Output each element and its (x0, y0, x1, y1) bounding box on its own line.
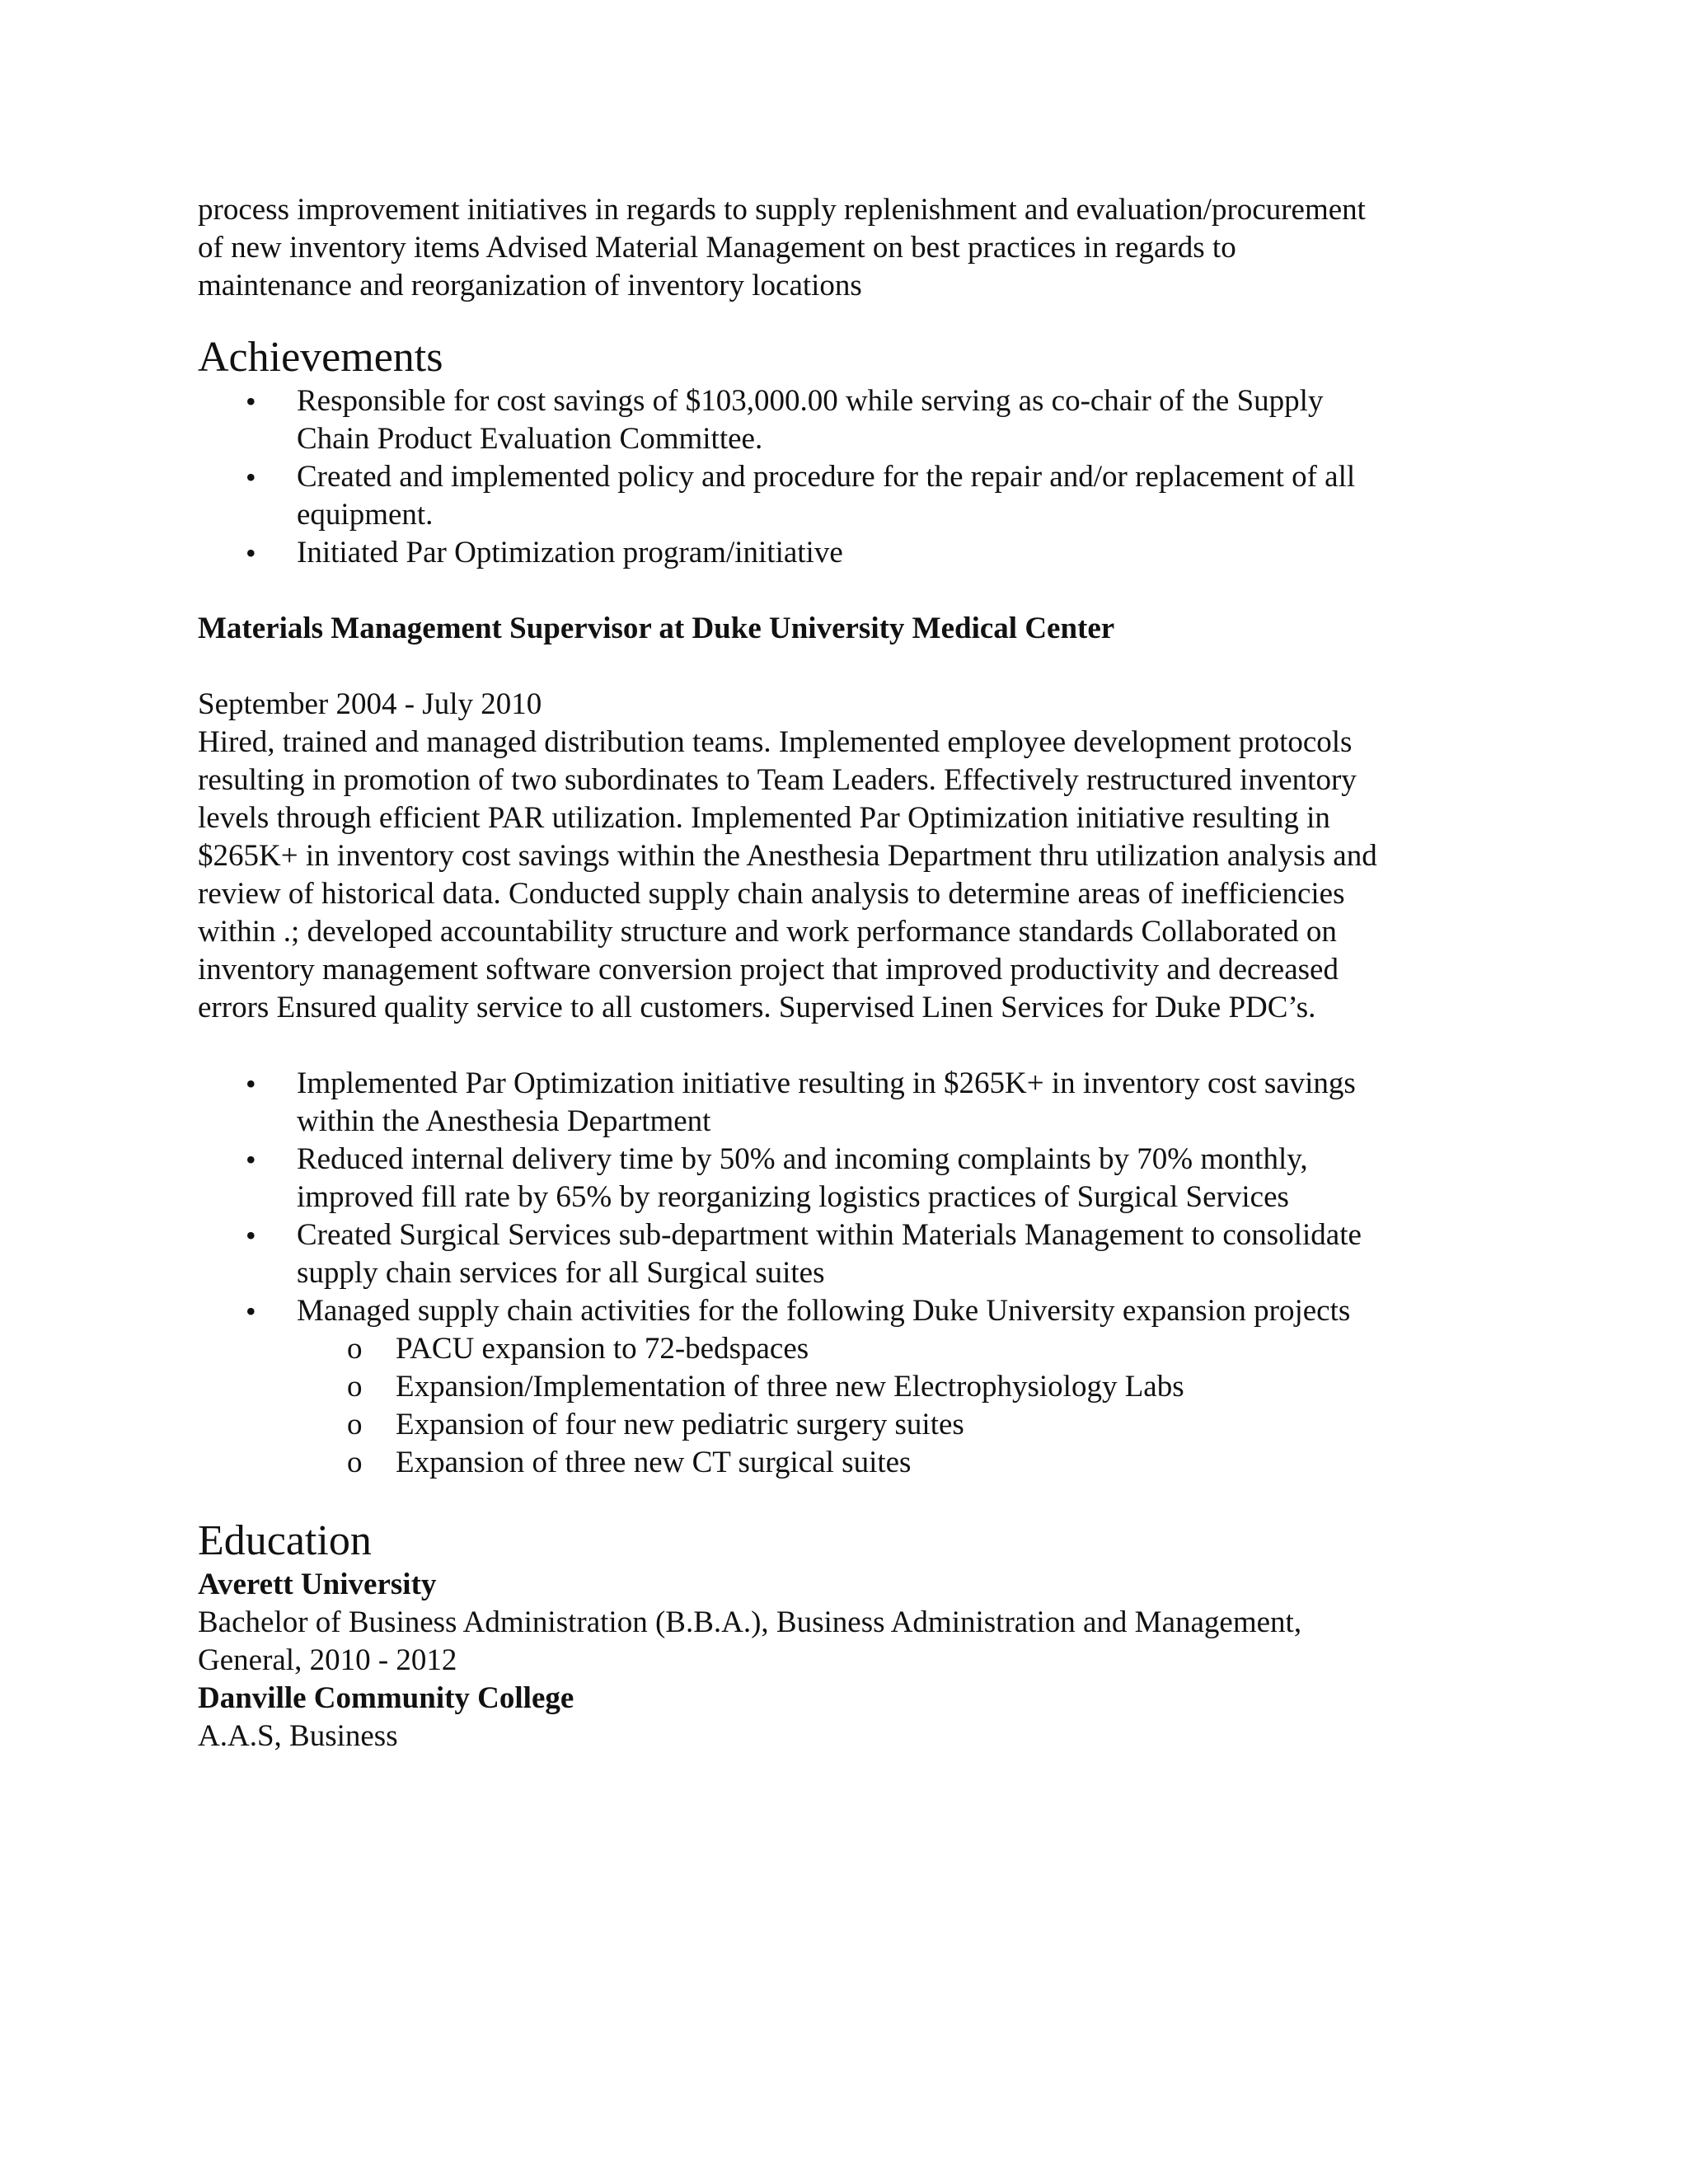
list-item-line: Responsible for cost savings of $103,000.00 while serving as co-chair of the Supply (297, 384, 1324, 418)
resume-page (198, 191, 1484, 1755)
education-entry (198, 1680, 1484, 1755)
bullet-icon: • (246, 1143, 256, 1176)
list-item-line: supply chain services for all Surgical suites (297, 1256, 825, 1290)
job-description-line: review of historical data. Conducted supply chain analysis to determine areas of inefficiencies (198, 877, 1345, 911)
job-description-line: Hired, trained and managed distribution teams. Implemented employee development protocols (198, 725, 1353, 759)
sub-list-item (198, 1368, 1484, 1406)
circle-bullet-icon: o (347, 1370, 363, 1404)
intro-paragraph (198, 191, 1484, 305)
achievements-list (198, 382, 1484, 572)
bullet-icon: • (246, 385, 256, 418)
list-item-line: Implemented Par Optimization initiative resulting in $265K+ in inventory cost savings (297, 1066, 1356, 1100)
education-heading: Education (198, 1517, 372, 1564)
degree-line: Bachelor of Business Administration (B.B.A.), Business Administration and Management, (198, 1605, 1302, 1639)
job-description-line: $265K+ in inventory cost savings within the Anesthesia Department thru utilization analysis and (198, 839, 1377, 873)
intro-line: process improvement initiatives in regards to supply replenishment and evaluation/procurement (198, 193, 1366, 227)
job-description-line: levels through efficient PAR utilization. Implemented Par Optimization initiative resulting in (198, 801, 1330, 835)
school-name: Averett University (198, 1568, 437, 1601)
list-item-line: Initiated Par Optimization program/initiative (297, 536, 843, 569)
job-description-line: resulting in promotion of two subordinates to Team Leaders. Effectively restructured inventory (198, 763, 1357, 797)
degree-line: General, 2010 - 2012 (198, 1643, 457, 1677)
list-item (198, 1216, 1484, 1292)
intro-line: maintenance and reorganization of inventory locations (198, 269, 862, 302)
sub-list-item-text: Expansion of three new CT surgical suites (396, 1446, 912, 1479)
list-item-line: Chain Product Evaluation Committee. (297, 422, 763, 456)
bullet-icon: • (246, 1219, 256, 1252)
list-item (198, 534, 1484, 572)
list-item-line: Created and implemented policy and procedure for the repair and/or replacement of all (297, 460, 1356, 494)
sub-list-item-text: PACU expansion to 72-bedspaces (396, 1332, 809, 1366)
list-item-line: within the Anesthesia Department (297, 1104, 711, 1138)
achievements-heading: Achievements (198, 334, 443, 381)
education-entry (198, 1566, 1484, 1680)
sub-list-item (198, 1330, 1484, 1368)
list-item (198, 1141, 1484, 1216)
sub-list-item (198, 1444, 1484, 1482)
list-item-line: Managed supply chain activities for the following Duke University expansion projects (297, 1294, 1351, 1328)
bullet-icon: • (246, 461, 256, 494)
school-name: Danville Community College (198, 1681, 574, 1715)
job-sub-bullets (198, 1330, 1484, 1482)
list-item-line: equipment. (297, 498, 434, 532)
list-item (198, 458, 1484, 534)
bullet-icon: • (246, 537, 256, 569)
job-title: Materials Management Supervisor at Duke University Medical Center (198, 612, 1115, 645)
sub-list-item-text: Expansion/Implementation of three new Electrophysiology Labs (396, 1370, 1184, 1404)
bullet-icon: • (246, 1067, 256, 1100)
bullet-icon: • (246, 1295, 256, 1328)
intro-line: of new inventory items Advised Material Management on best practices in regards to (198, 231, 1236, 265)
degree-line: A.A.S, Business (198, 1719, 398, 1753)
sub-list-item (198, 1406, 1484, 1444)
list-item (198, 1292, 1484, 1330)
job-bullets (198, 1065, 1484, 1330)
list-item-line: improved fill rate by 65% by reorganizing logistics practices of Surgical Services (297, 1180, 1289, 1214)
circle-bullet-icon: o (347, 1332, 363, 1366)
sub-list-item-text: Expansion of four new pediatric surgery suites (396, 1408, 964, 1441)
job-description-line: inventory management software conversion project that improved productivity and decreased (198, 953, 1339, 987)
circle-bullet-icon: o (347, 1408, 363, 1441)
list-item (198, 382, 1484, 458)
job-description-line: errors Ensured quality service to all customers. Supervised Linen Services for Duke PDC’s. (198, 991, 1316, 1024)
job-dates: September 2004 - July 2010 (198, 687, 542, 721)
job-description-line: within .; developed accountability structure and work performance standards Collaborated on (198, 915, 1337, 949)
circle-bullet-icon: o (347, 1446, 363, 1479)
job-description (198, 724, 1484, 1027)
list-item (198, 1065, 1484, 1141)
list-item-line: Created Surgical Services sub-department within Materials Management to consolidate (297, 1218, 1362, 1252)
list-item-line: Reduced internal delivery time by 50% and incoming complaints by 70% monthly, (297, 1142, 1308, 1176)
